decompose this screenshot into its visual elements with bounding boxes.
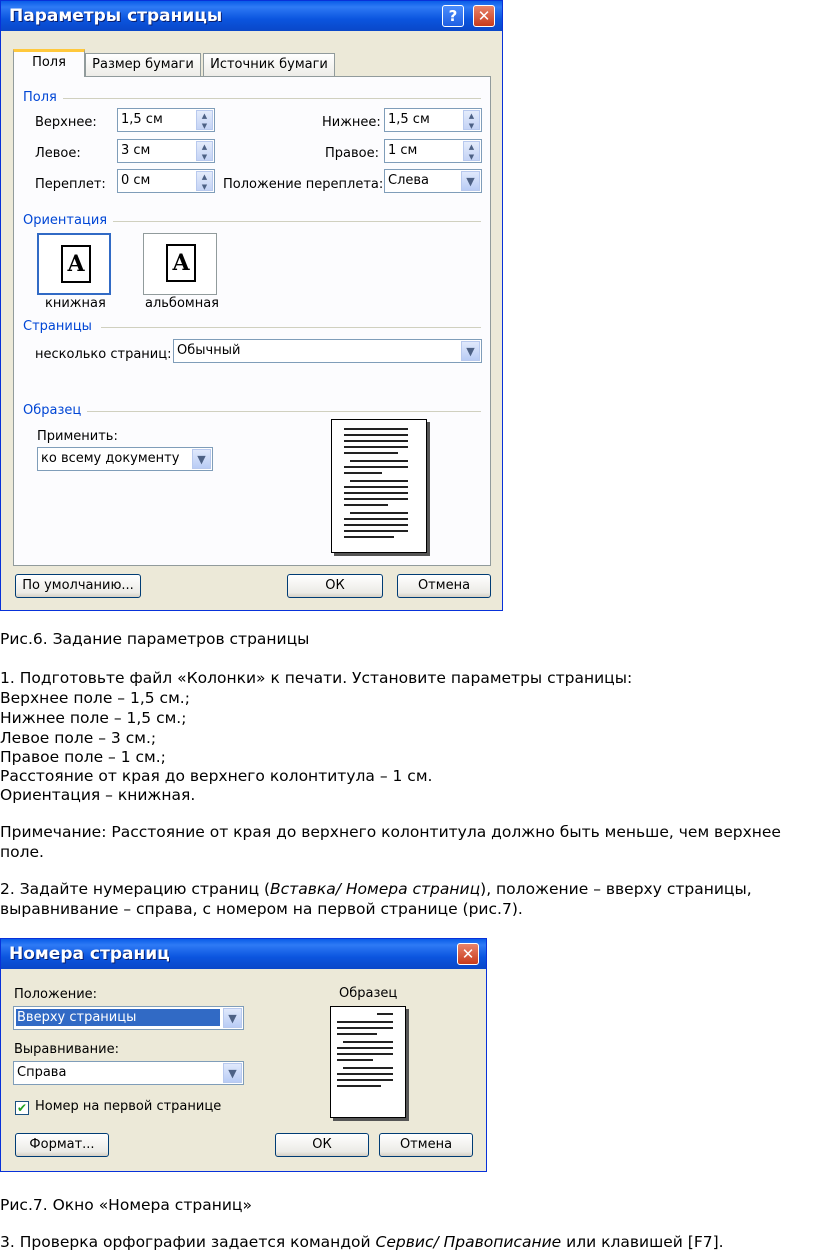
alignment-value: Справа <box>17 1065 67 1080</box>
tab-margins[interactable]: Поля <box>13 49 85 77</box>
title-bar[interactable] <box>1 1 502 31</box>
bottom-margin-value: 1,5 см <box>388 112 430 127</box>
step2-command: Вставка/ Номера страниц <box>270 880 481 898</box>
spinner-arrows-icon[interactable]: ▲ ▼ <box>196 141 213 161</box>
alignment-select[interactable] <box>13 1061 244 1085</box>
preview-label: Образец <box>339 986 398 1001</box>
gutter-position-label: Положение переплета: <box>223 177 384 192</box>
margins-group-label: Поля <box>23 90 57 105</box>
divider <box>101 327 481 328</box>
step2-line2: выравнивание – справа, с номером на первой странице (рис.7). <box>0 900 523 918</box>
divider <box>63 98 481 99</box>
ok-button[interactable]: ОК <box>287 574 383 598</box>
spinner-arrows-icon[interactable]: ▲ ▼ <box>196 171 213 191</box>
multiple-pages-label: несколько страниц: <box>35 347 172 362</box>
position-label: Положение: <box>14 987 98 1002</box>
tab-paper-size[interactable]: Размер бумаги <box>85 53 201 77</box>
first-page-label: Номер на первой странице <box>35 1099 222 1114</box>
step3-pre: 3. Проверка орфографии задается командой <box>0 1233 376 1251</box>
gutter-spinner[interactable] <box>117 169 215 193</box>
multiple-pages-value: Обычный <box>177 343 241 358</box>
step1-intro: 1. Подготовьте файл «Колонки» к печати. Установите параметры страницы: <box>0 669 633 687</box>
page-setup-dialog <box>0 0 503 611</box>
step3-command: Сервис/ Правописание <box>375 1233 562 1251</box>
portrait-label: книжная <box>45 296 106 311</box>
step2-pre: 2. Задайте нумерацию страниц ( <box>0 880 271 898</box>
top-margin-value: 1,5 см <box>121 112 163 127</box>
chevron-down-icon[interactable]: ▼ <box>223 1063 242 1083</box>
note-line1: Примечание: Расстояние от края до верхнего колонтитула должно быть меньше, чем верхнее <box>0 823 781 841</box>
gutter-value: 0 см <box>121 173 151 188</box>
spinner-arrows-icon[interactable]: ▲ ▼ <box>463 141 480 161</box>
chevron-down-icon[interactable]: ▼ <box>461 341 480 361</box>
position-select[interactable] <box>13 1006 244 1030</box>
left-margin-spinner[interactable] <box>117 139 215 163</box>
format-button[interactable]: Формат... <box>15 1133 109 1157</box>
tab-paper-source[interactable]: Источник бумаги <box>203 53 335 77</box>
step2-post: ), положение – вверху страницы, <box>480 880 752 898</box>
step3-line <box>0 1233 816 1252</box>
page-preview <box>330 1006 406 1118</box>
dialog-title: Номера страниц <box>9 944 170 964</box>
note-line2: поле. <box>0 843 44 861</box>
default-button[interactable]: По умолчанию... <box>15 574 141 598</box>
preview-group-label: Образец <box>23 403 82 418</box>
close-icon[interactable]: ✕ <box>473 5 495 27</box>
chevron-down-icon[interactable]: ▼ <box>192 449 211 469</box>
apply-to-value: ко всему документу <box>41 451 180 466</box>
spinner-arrows-icon[interactable]: ▲ ▼ <box>196 110 213 130</box>
help-icon[interactable]: ? <box>442 5 464 27</box>
spinner-arrows-icon[interactable]: ▲ ▼ <box>463 110 480 130</box>
step1-line: Расстояние от края до верхнего колонтитула – 1 см. <box>0 767 433 785</box>
step1-line: Ориентация – книжная. <box>0 786 196 804</box>
chevron-down-icon[interactable]: ▼ <box>223 1008 242 1028</box>
step3-post: или клавишей [F7]. <box>561 1233 724 1251</box>
multiple-pages-select[interactable] <box>173 339 482 363</box>
position-value: Вверху страницы <box>16 1009 220 1026</box>
ok-button[interactable]: ОК <box>275 1133 369 1157</box>
landscape-option[interactable] <box>143 233 217 295</box>
bottom-margin-spinner[interactable] <box>384 108 482 132</box>
close-icon[interactable]: ✕ <box>457 943 479 965</box>
step1-line: Нижнее поле – 1,5 см.; <box>0 709 187 727</box>
page-preview <box>331 419 427 553</box>
top-margin-label: Верхнее: <box>35 115 97 130</box>
apply-label: Применить: <box>37 429 118 444</box>
step1-line: Правое поле – 1 см.; <box>0 748 166 766</box>
gutter-position-value: Слева <box>388 173 430 188</box>
landscape-page-icon: A <box>166 244 196 282</box>
gutter-position-select[interactable] <box>384 169 482 193</box>
divider <box>87 411 481 412</box>
bottom-margin-label: Нижнее: <box>322 115 381 130</box>
step1-line: Верхнее поле – 1,5 см.; <box>0 689 190 707</box>
chevron-down-icon[interactable]: ▼ <box>461 171 480 191</box>
gutter-label: Переплет: <box>35 177 106 192</box>
pages-group-label: Страницы <box>23 319 92 334</box>
right-margin-value: 1 см <box>388 143 418 158</box>
right-margin-spinner[interactable] <box>384 139 482 163</box>
caption-fig7: Рис.7. Окно «Номера страниц» <box>0 1196 252 1214</box>
top-margin-spinner[interactable] <box>117 108 215 132</box>
portrait-option[interactable] <box>37 233 111 295</box>
cancel-button[interactable]: Отмена <box>397 574 491 598</box>
first-page-checkbox[interactable]: ✔ <box>16 1101 28 1115</box>
step2-line1 <box>0 880 816 899</box>
dialog-title: Параметры страницы <box>9 6 223 26</box>
right-margin-label: Правое: <box>325 146 379 161</box>
orientation-group-label: Ориентация <box>23 213 108 228</box>
title-bar[interactable] <box>1 939 486 969</box>
caption-fig6: Рис.6. Задание параметров страницы <box>0 630 310 648</box>
step1-line: Левое поле – 3 см.; <box>0 729 157 747</box>
landscape-label: альбомная <box>145 296 220 311</box>
left-margin-label: Левое: <box>35 146 81 161</box>
cancel-button[interactable]: Отмена <box>379 1133 473 1157</box>
apply-to-select[interactable] <box>37 447 213 471</box>
portrait-page-icon: A <box>61 245 91 283</box>
left-margin-value: 3 см <box>121 143 151 158</box>
alignment-label: Выравнивание: <box>14 1042 119 1057</box>
divider <box>113 221 481 222</box>
page-numbers-dialog <box>0 938 487 1172</box>
